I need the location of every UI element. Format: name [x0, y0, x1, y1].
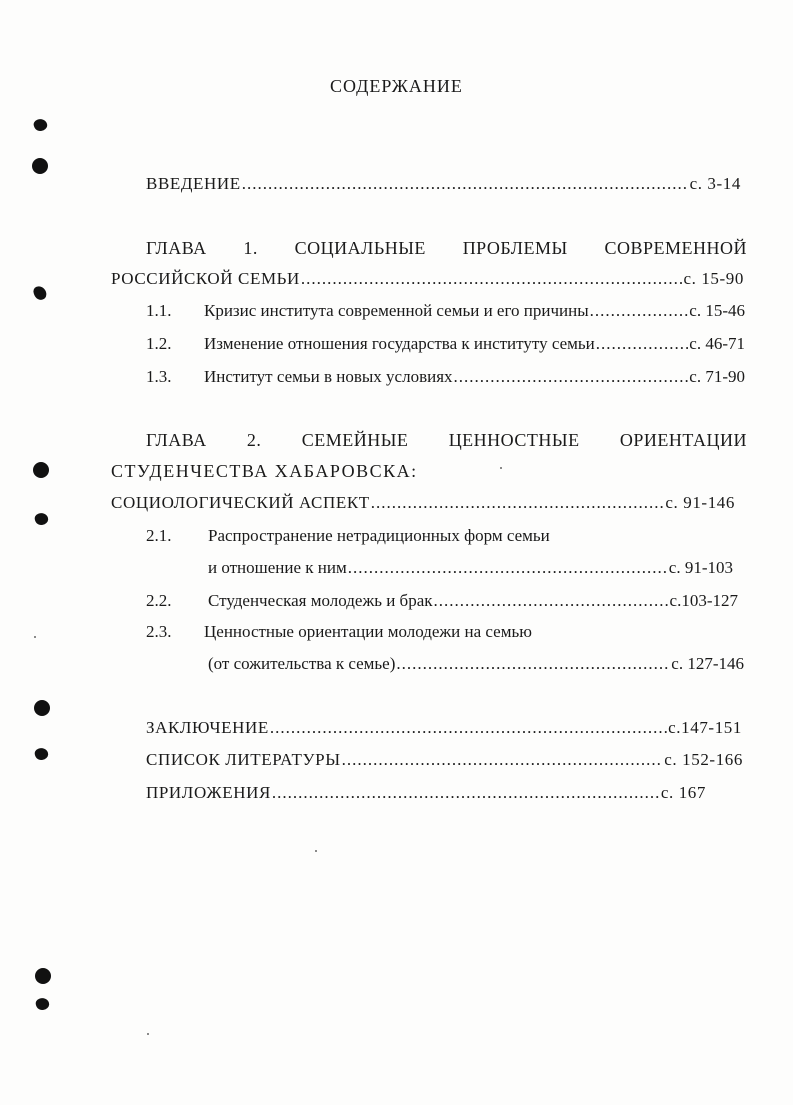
binder-mark: [33, 511, 49, 527]
heading-word: 2.: [246, 430, 262, 450]
toc-page-number: с. 127-146: [671, 654, 744, 673]
toc-entry-text: СПИСОК ЛИТЕРАТУРЫ: [146, 750, 341, 769]
toc-page-number: с. 71-90: [689, 367, 745, 386]
toc-entry-section-2-1: [146, 525, 626, 547]
toc-entry-section-1-3: [146, 366, 745, 388]
binder-hole: [34, 700, 50, 716]
leader-dots: [454, 366, 689, 388]
heading-word: СОЦИАЛЬНЫЕ: [294, 238, 426, 258]
section-number: 1.1.: [146, 301, 172, 320]
toc-entry-section-2-3: [146, 621, 626, 643]
toc-entry-section-1-2: [146, 333, 745, 355]
toc-entry-text: Кризис института современной семьи и его причины: [204, 301, 589, 320]
heading-word: СОВРЕМЕННОЙ: [604, 238, 747, 258]
leader-dots: [596, 333, 689, 355]
leader-dots: [348, 557, 668, 579]
page-title: СОДЕРЖАНИЕ: [330, 76, 463, 96]
toc-page-number: с. 167: [660, 783, 706, 802]
binder-mark: [34, 996, 50, 1012]
scan-speck: [34, 636, 36, 638]
toc-entry-chapter-1: [111, 268, 744, 290]
section-number: 2.2.: [146, 591, 172, 610]
binder-mark: [32, 117, 48, 133]
toc-page-number: с. 152-166: [664, 750, 743, 769]
leader-dots: [371, 492, 665, 514]
binder-mark: [33, 746, 49, 762]
leader-dots: [301, 268, 683, 290]
heading-word: СЕМЕЙНЫЕ: [301, 430, 409, 450]
toc-entry-text: ВВЕДЕНИЕ: [146, 174, 241, 193]
toc-entry-references: [146, 749, 743, 771]
binder-hole: [33, 462, 49, 478]
toc-entry-section-2-3-cont: [208, 653, 744, 675]
toc-entry-text: и отношение к ним: [208, 558, 347, 577]
leader-dots: [270, 717, 667, 739]
scan-speck: [147, 1033, 149, 1035]
heading-word: ЦЕННОСТНЫЕ: [448, 430, 580, 450]
leader-dots: [434, 590, 669, 612]
section-number: 1.2.: [146, 334, 172, 353]
toc-entry-chapter-2: [111, 492, 735, 514]
toc-entry-text: Распространение нетрадиционных форм семьи: [208, 526, 550, 545]
heading-word: ОРИЕНТАЦИИ: [619, 430, 747, 450]
toc-entry-intro: [146, 173, 741, 195]
toc-entry-text: ЗАКЛЮЧЕНИЕ: [146, 718, 269, 737]
leader-dots: [396, 653, 670, 675]
heading-word: ГЛАВА: [146, 238, 207, 258]
binder-hole: [32, 158, 48, 174]
leader-dots: [272, 782, 660, 804]
chapter-1-heading: [146, 236, 747, 260]
toc-page-number: с. 15-46: [689, 301, 745, 320]
heading-word: 1.: [243, 238, 258, 258]
toc-entry-text: Ценностные ориентации молодежи на семью: [204, 622, 532, 641]
heading-word: ПРОБЛЕМЫ: [462, 238, 568, 258]
toc-page-number: с. 3-14: [689, 174, 741, 193]
section-number: 2.1.: [146, 526, 172, 545]
section-number: 2.3.: [146, 622, 172, 641]
toc-entry-text: ПРИЛОЖЕНИЯ: [146, 783, 271, 802]
toc-page-number: с.103-127: [669, 591, 738, 610]
heading-word: ГЛАВА: [146, 430, 207, 450]
leader-dots: [342, 749, 664, 771]
toc-entry-section-1-1: [146, 300, 745, 322]
section-number: 1.3.: [146, 367, 172, 386]
toc-page-number: с.147-151: [668, 718, 742, 737]
leader-dots: [590, 300, 689, 322]
toc-entry-section-2-1-cont: [208, 557, 733, 579]
scan-speck: [315, 850, 317, 852]
toc-entry-conclusion: [146, 717, 742, 739]
heading-text: СТУДЕНЧЕСТВА ХАБАРОВСКА:: [111, 461, 418, 481]
toc-entry-text: Студенческая молодежь и брак: [208, 591, 433, 610]
toc-page-number: с. 46-71: [689, 334, 745, 353]
toc-entry-text: Изменение отношения государства к институту семьи: [204, 334, 595, 353]
toc-entry-text: СОЦИОЛОГИЧЕСКИЙ АСПЕКТ: [111, 493, 370, 512]
toc-page-number: с. 15-90: [683, 269, 744, 288]
leader-dots: [242, 173, 689, 195]
toc-entry-appendix: [146, 782, 706, 804]
chapter-2-heading-line-2: [111, 460, 511, 482]
toc-entry-text: Институт семьи в новых условиях: [204, 367, 453, 386]
toc-entry-text: (от сожительства к семье): [208, 654, 396, 673]
toc-page-number: с. 91-146: [665, 493, 735, 512]
binder-hole: [35, 968, 51, 984]
toc-entry-text: РОССИЙСКОЙ СЕМЬИ: [111, 269, 300, 288]
toc-page-number: с. 91-103: [668, 558, 733, 577]
toc-entry-section-2-2: [146, 590, 738, 612]
binder-mark: [32, 284, 48, 301]
chapter-2-heading: [146, 428, 747, 452]
